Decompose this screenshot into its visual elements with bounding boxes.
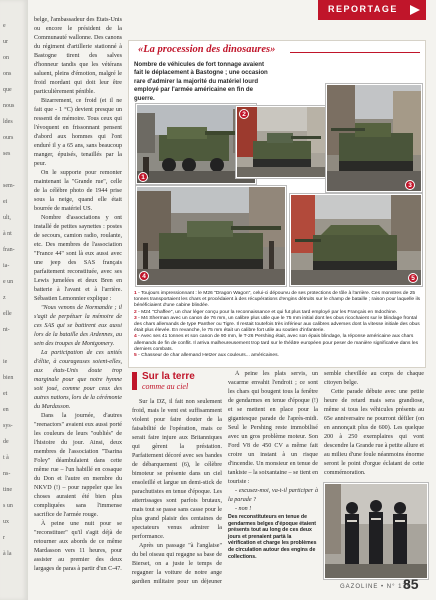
paragraph: "Nous venons de Normandie ; il s'agit de perpétuer la mémoire de ces SAS qui se battirent eux aussi lors de la bataille des Ardennes, au sein des troupes de Montgomery. [34, 305, 122, 347]
gutter-text-fragment: sys- [3, 423, 13, 429]
photo-captions [134, 291, 422, 359]
caption-item [134, 316, 422, 335]
paragraph: Cette parade débute avec une petite heure de retard mais sera grandiose, même si tous les véhicules présents au 65e anniversaire ne pourront défiler (on en annonçait plus de 600). Les quelque 200 à 250 exemplaires qui vont descendre la Grande rue à petite allure et au milieu d'une foule néanmoins énorme seront le point d'orgue éclatant de cette commémoration. [324, 389, 424, 476]
photo-gendarmes [324, 483, 428, 579]
paragraph: Dans la journée, d'autres "reenactors" avaient eux aussi porté les couleurs de leurs "oubliés" de l'histoire du jour. Ainsi, deux membres de l'association "Tsarina Foley" déambulaient dans cette même rue – l'un habillé en cosaque du Don et l'autre en membre du NKVD (!) – pour rappeler que les choses auraient été bien plus compliquées sans l'immense sacrifice de l'armée rouge. [34, 413, 122, 518]
article-column-3 [228, 370, 318, 510]
gutter-text-fragment: z [3, 295, 6, 301]
gutter-text-fragment: sem- [3, 183, 15, 189]
paragraph: À peine une nuit pour se "reconstituer" qu'il s'agit déjà de retourner aux abords de ce même Mardasson vers 11 heures, pour assister au premier des deux largages de paras à partir d'un C-47. [34, 521, 122, 572]
photo-chaffee [236, 106, 326, 178]
article-column-1 [34, 16, 122, 584]
gutter-text-fragment: nt- [3, 327, 10, 333]
gutter-text-fragment: ult, [3, 215, 11, 221]
page-number: 85 [403, 576, 419, 592]
magazine-footer: GAZOLINE • N° 179 [340, 584, 412, 590]
article-column-2 [132, 398, 222, 584]
caption-number: 3 [134, 315, 137, 321]
gutter-text-fragment: ses [3, 151, 11, 157]
box-title: «La procession des dinosaures» [138, 44, 276, 55]
caption-number: 2 [134, 309, 137, 315]
paragraph: Bizarrement, ce froid (et il ne fait que - 1 °C) devient presque un ressenti de mémoire. Tous ceux qui l'évoquent en frissonnant pensent d'abord aux hommes qui l'ont enduré il y a 65 ans, sans beaucoup manger, épuisés, tenaillés par la peur. [34, 98, 122, 167]
photo-badge-5: 5 [408, 273, 418, 283]
gutter-text-fragment: ia- [3, 263, 10, 269]
gutter-text-fragment: de [3, 439, 9, 445]
gutter-text-fragment: r [3, 535, 5, 541]
photo-badge-4: 4 [139, 271, 149, 281]
gutter-text-fragment: ur [3, 39, 8, 45]
paragraph: - non ! [235, 506, 252, 510]
caption-number: 4 [134, 334, 137, 340]
gutter-text-fragment: t à [3, 455, 9, 461]
box-intro: Nombre de véhicules de fort tonnage avaient fait le déplacement à Bastogne ; une occasion rare d'admirer la majorité du matériel lourd employé par l'armée américaine en fin de guerre. [134, 61, 268, 102]
subhead-title: Sur la terre [142, 371, 195, 382]
gutter-text-fragment: et [3, 391, 8, 397]
previous-page-gutter [0, 0, 28, 600]
gutter-text-fragment: e un [3, 279, 14, 285]
paragraph: semble chevillée au corps de chaque citoyen belge. [324, 371, 424, 386]
photo-pershing [136, 186, 286, 286]
gutter-text-fragment: s un [3, 503, 13, 509]
caption-text: - Avec ses 41 tonnes et son canon de 90 mm, le T-26 Pershing était, avec son épais blindage, la réponse américaine aux chars allemands de fin de conflit. Il arriva malheureusement trop tard sur le théâtre européen pour peser de manière significative dans les derniers combats. [134, 334, 419, 352]
caption-number: 1 [134, 291, 137, 296]
paragraph: À peine les plats servis, un vacarme envahit l'endroit ; ce sont les chars qui bougent tous la fenêtre de gendarmes en tenue d'époque (!) et se mettent en place pour la gigantesque parade de l'après-midi. Seul le Pershing reste immobilisé avec un gros problème moteur. Son Ford V8 de 450 CV a même fait croire un instant à un risque d'incendie. Un monsieur en tenue de tankiste – la soixantaine – se tient en touriste : [228, 371, 318, 485]
gutter-text-fragment: ns- [3, 471, 11, 477]
paragraph: Sur la DZ, il fait non seulement froid, mais le vent est suffisamment violent pour faire douter de la faisabilité de l'opération, mais ce serait faire injure aux Britanniques qui gèrent la préstation. Parfaitement décoré avec ses bandes de débarquement (6), le célèbre bimoteur se présente dans un ciel ensoleillé et largue un demi-stick de parachutistes en tenue d'époque. Les atterrissages sont parfois brutaux, mais tout se passe sans casse pour le plus grand plaisir des centaines de spectateurs venus admirer la performance. [132, 399, 222, 540]
caption-number: 5 [134, 353, 137, 359]
gutter-text-fragment: que [3, 87, 12, 93]
caption-text: - Toujours impressionnant : le M26 "Dragon Wagon", celui-ci dépourvu de ses protections de tôle à l'arrière. Ces monstres de 25 tonnes transportaient les chars et procédaient à des récupérations d'engins détruits sur le champ de bataille ; raison pour laquelle ils bénéficiaient d'une cabine blindée. [134, 291, 421, 309]
caption-text: - M24 "Chaffee", un char léger conçu pour la reconnaissance et qui fut plus tard employé par les Français en Indochine. [136, 309, 398, 315]
paragraph: La participation de ces unités d'élite, à courageuses soient-elles, aux états-Unis doute trop marginale pour que notre hymne soit joué, comme pour ceux des autres nations, lors de la cérémonie du Mardasson. [34, 350, 122, 410]
gutter-text-fragment: fran- [3, 247, 15, 253]
photo-badge-2: 2 [239, 109, 249, 119]
gutter-text-fragment: ie [3, 359, 8, 365]
paragraph: Après un passage "à l'anglaise" du bel oiseau qui regagne sa base de Bierset, on a juste le temps de regagner la voiture de notre ange gardien militaire pour un déjeuner [132, 543, 222, 584]
gutter-text-fragment: ldes [3, 119, 13, 125]
article-column-4 [324, 370, 424, 480]
title-rule [290, 52, 420, 53]
gutter-text-fragment: tine [3, 487, 12, 493]
gutter-text-fragment: elle [3, 311, 12, 317]
subhead-bar [132, 372, 137, 390]
paragraph: belge, l'ambassadeur des États-Unis ou encore le président de la Communauté wallonne. Des canons du régiment d'artillerie stationné à Bastogne tirent des salves d'honneur tandis que les vétérans saluent, pleins d'émotion, malgré le froid mordant qui doit leur être particulièrement pénible. [34, 17, 122, 95]
arrow-right-icon [408, 4, 422, 16]
paragraph: On le supporte pour remonter maintenant la "Grande rue", celle de la célèbre photo de 1944 prise sous la neige, quand elle était bourrée de matériel US. [34, 170, 122, 212]
paragraph: Nombre d'associations y ont installé de petites saynettes : postes de secours, camion radio, roulante, etc. Des membres de l'association "France 44" sont là eux aussi avec une jeep des SAS français parfaitement reconstituée, avec ses Lewis jumelées et deux Bren en batterie à l'avant et à l'arrière. Sébastien Lemonnier explique : [34, 215, 122, 302]
gutter-text-fragment: ei [3, 199, 8, 205]
caption-text: - Chasseur de char allemand Hetzer aux couleurs... américaines. [136, 353, 279, 359]
subhead-subtitle: comme au ciel [142, 382, 189, 391]
photo-badge-1: 1 [138, 172, 148, 182]
gutter-text-fragment: e [3, 23, 6, 29]
caption-item [134, 334, 422, 353]
photo-sherman [326, 84, 422, 192]
gutter-text-fragment: ours [3, 135, 14, 141]
photo-hetzer [290, 194, 422, 286]
gutter-text-fragment: nous [3, 103, 15, 109]
gutter-text-fragment: bien [3, 375, 14, 381]
gutter-text-fragment: en [3, 407, 9, 413]
inset-caption: Des reconstituteurs en tenue de gendarmes belges d'époque étaient présents tout au long de ces deux jours et prenaient partà la vérification et charge les problèmes de circulation autour des engins de collections. [228, 514, 317, 560]
gutter-text-fragment: à la [3, 551, 12, 557]
caption-text: - M4 Sherman avec un canon de 76 mm, un calibre plus utile que le 75 mm initial dont les obus ricochaient sur le blindage frontal des chars allemands de type Panther ou Tigre. Il restait toutefois très inférieur aux calibres adverses dont la vitesse initiale des obus était plus élevée. En revanche, le 75 mm était un calibre fort utile au soutien d'infanterie. [134, 315, 420, 334]
gutter-text-fragment: on [3, 55, 9, 61]
photo-badge-3: 3 [405, 180, 415, 190]
gutter-text-fragment: ons [3, 71, 12, 77]
caption-item [134, 291, 422, 310]
gutter-text-fragment: à nt [3, 231, 12, 237]
paragraph: - excusez-moi, va-t-il participer à la parade ? [228, 488, 318, 503]
gutter-text-fragment: ux [3, 519, 9, 525]
section-label: REPORTAGE [328, 4, 398, 14]
caption-item [134, 353, 422, 359]
